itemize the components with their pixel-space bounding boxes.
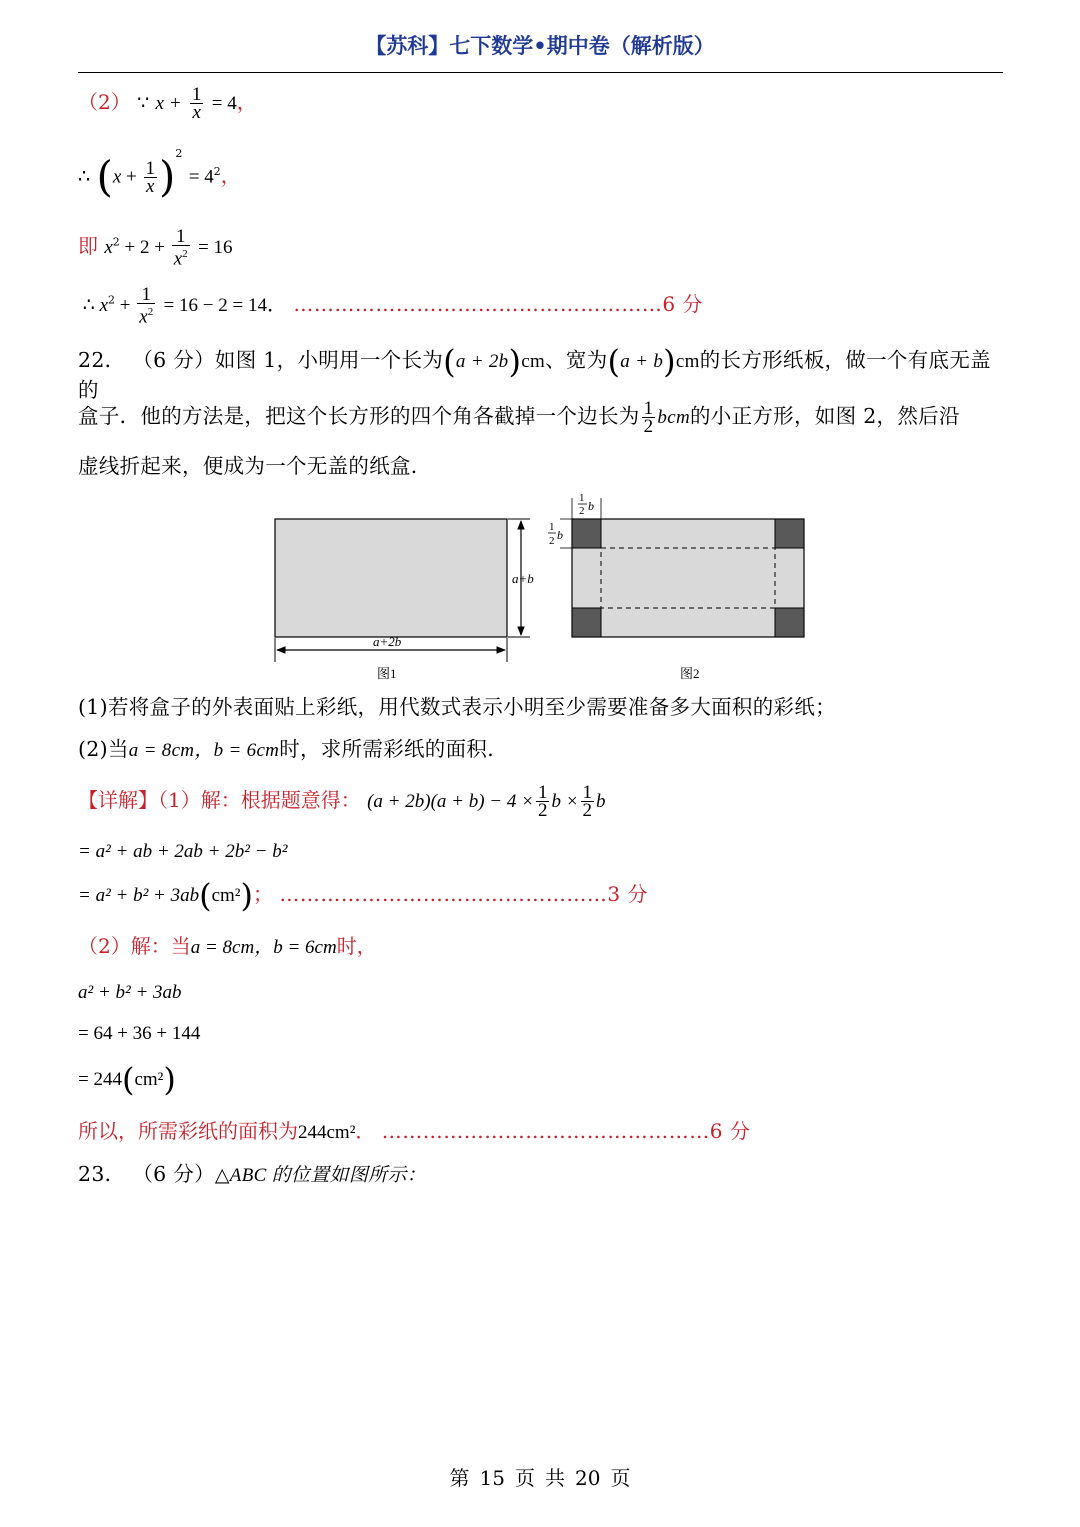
page-footer [0,1462,1080,1491]
period: ． [266,292,287,317]
fraction-one-over-x: $\frac{1}{x}$ [191,84,202,123]
q22-sub1: (1)若将盒子的外表面贴上彩纸，用代数式表示小明至少需要准备多大面积的彩纸； [78,695,836,719]
q23-score: （6 分） [132,1162,215,1186]
conclusion-dot: ． [355,1119,376,1143]
sol22-expr1-c: b [596,791,606,812]
fig2-left-label: b [557,528,563,542]
sol22-line-c: = 244(cm²) [78,1060,176,1099]
fig2-corner-bl [572,608,601,637]
sol22-part2-cond: a = 8cm，b = 6cm [190,937,337,958]
sol22-line1: 【详解】（1）解：根据题意得： (a + 2b)(a + b) − 4 × $\frac{1}{2}$ b × $\frac{1}{2}$ b [78,782,606,821]
fig1-width-label: a+2b [373,634,402,649]
q22-text-b: 、宽为 [545,348,608,372]
current-page: 15 [479,1466,505,1490]
fig2-corner-tr [775,519,804,548]
q22-text-c: 的长方形纸板，做一个有底无盖的 [78,348,991,402]
footer-di: 第 [449,1466,470,1490]
q22-sub2 [78,735,1004,765]
final-expr: = 16 − 2 = 14 [163,295,267,317]
sol21-line-expand: 即 $x^2 + 2$ + $\frac{1}{x^2}$ = 16 [78,226,233,270]
sol22-step2-text: = a² + b² + 3ab [78,885,200,906]
svg-text:2: 2 [579,505,585,517]
score-dots-6b: …………………………………………6 分 [381,1119,751,1143]
header-divider [78,72,1003,73]
sol22-expr1-b: b × [551,791,579,812]
sol22-part1-label: （1）解：根据题意得： [158,788,361,812]
conclusion-text: 所以，所需彩纸的面积为 [78,1119,298,1143]
sol22-part2-tail: 时， [336,934,377,958]
sol22-step1 [78,836,287,866]
q23-line [78,1160,1004,1190]
sol22-line-a-text: a² + b² + 3ab [78,982,182,1003]
sol22-line-b-text: = 64 + 36 + 144 [78,1023,201,1044]
sol22-step1-text: = a² + ab + 2ab + 2b² − b² [78,841,288,862]
q22-line2-c: 的小正方形，如图 2，然后沿 [689,404,960,428]
expr-lhs: x + [155,93,182,114]
fig2-corner-tl [572,519,601,548]
fig2-caption: 图2 [680,666,700,681]
fig1-rectangle [275,519,507,637]
sub2-a: (2)当 [78,737,129,761]
sol21-line-square: ∴ (x + $\frac{1}{x}$ )$^2 = 4^2$， [78,147,241,202]
sol22-step2: = a² + b² + 3ab(cm²)； …………………………………………3 分 [78,876,648,915]
fig2-top-label: b [588,499,594,513]
sol22-step2-unit: cm² [211,885,241,906]
fig1-caption: 图1 [377,666,397,681]
comma: ， [236,90,257,114]
half-fraction: $\frac{1}{2}$ [643,398,654,437]
ji-label: 即 [78,234,98,259]
detail-tag: 【详解】 [78,788,158,812]
sub2-cond: a = 8cm，b = 6cm [128,740,280,761]
expand-rhs: = 16 [198,237,233,259]
sol22-line-b [78,1018,200,1048]
q22-figures [260,490,820,690]
q23-text: △ABC 的位置如图所示： [214,1165,427,1186]
square-rhs: = 4 [188,166,214,188]
q23-number: 23． [78,1162,126,1186]
sol21-line-condition [78,86,257,121]
q22-line1: 22． （6 分）如图 1，小明用一个长为(a + 2b)cm、宽为(a + b)cm的长方形纸板，做一个有底无盖的 [78,342,991,402]
q22-width: a + b [620,351,664,372]
svg-text:1: 1 [549,521,555,533]
part-label: （2） [78,90,131,114]
q22-length: a + 2b [455,351,509,372]
sol22-part2-label: （2）解：当 [78,934,191,958]
q22-text-a: 如图 1，小明用一个长为 [214,348,444,372]
fig2-corner-br [775,608,804,637]
sol22-line-c-unit: cm² [134,1069,164,1090]
total-pages: 20 [575,1466,601,1490]
sol21-line-final: ∴ $x^2$ + $\frac{1}{x^2}$ = 16 − 2 = 14． ………………………………………………6 分 [78,284,703,328]
svg-text:1: 1 [579,492,585,504]
sol22-line-a [78,977,182,1007]
q22-line3: 虚线折起来，便成为一个无盖的纸盒． [78,454,432,478]
q22-number: 22． [78,348,126,372]
footer-ye1: 页 [515,1466,535,1490]
sol22-line-c-text: = 244 [78,1069,122,1090]
conclusion-value: 244cm² [298,1122,356,1143]
score-dots-3: …………………………………………3 分 [279,882,648,906]
semicolon: ； [253,882,273,906]
footer-gong: 共 [545,1466,565,1490]
expr-rhs: = 4 [211,93,237,114]
sol22-expr1: (a + 2b)(a + b) − 4 × [367,791,534,812]
footer-ye2: 页 [610,1466,631,1490]
unit-cm: cm [521,351,546,372]
sub2-b: 时，求所需彩纸的面积． [279,737,509,761]
sol22-conclusion [78,1117,750,1147]
because-symbol: ∵ [137,93,150,114]
square-exponent: 2 [213,165,221,178]
q22-line2 [78,400,1004,435]
sol22-part2 [78,932,377,962]
svg-text:2: 2 [549,535,555,547]
q22-line2-a: 盒子．他的方法是，把这个长方形的四个角各截掉一个边长为 [78,404,640,428]
therefore-symbol: ∴ [78,166,91,188]
q22-score: （6 分） [132,348,215,372]
page-header-title: 【苏科】七下数学•期中卷（解析版） [365,34,715,58]
fig2-rectangle [572,519,804,637]
fig1-height-label: a+b [512,571,534,586]
q22-line2-b: bcm [657,407,690,428]
score-dots-6: ………………………………………………6 分 [293,292,703,317]
